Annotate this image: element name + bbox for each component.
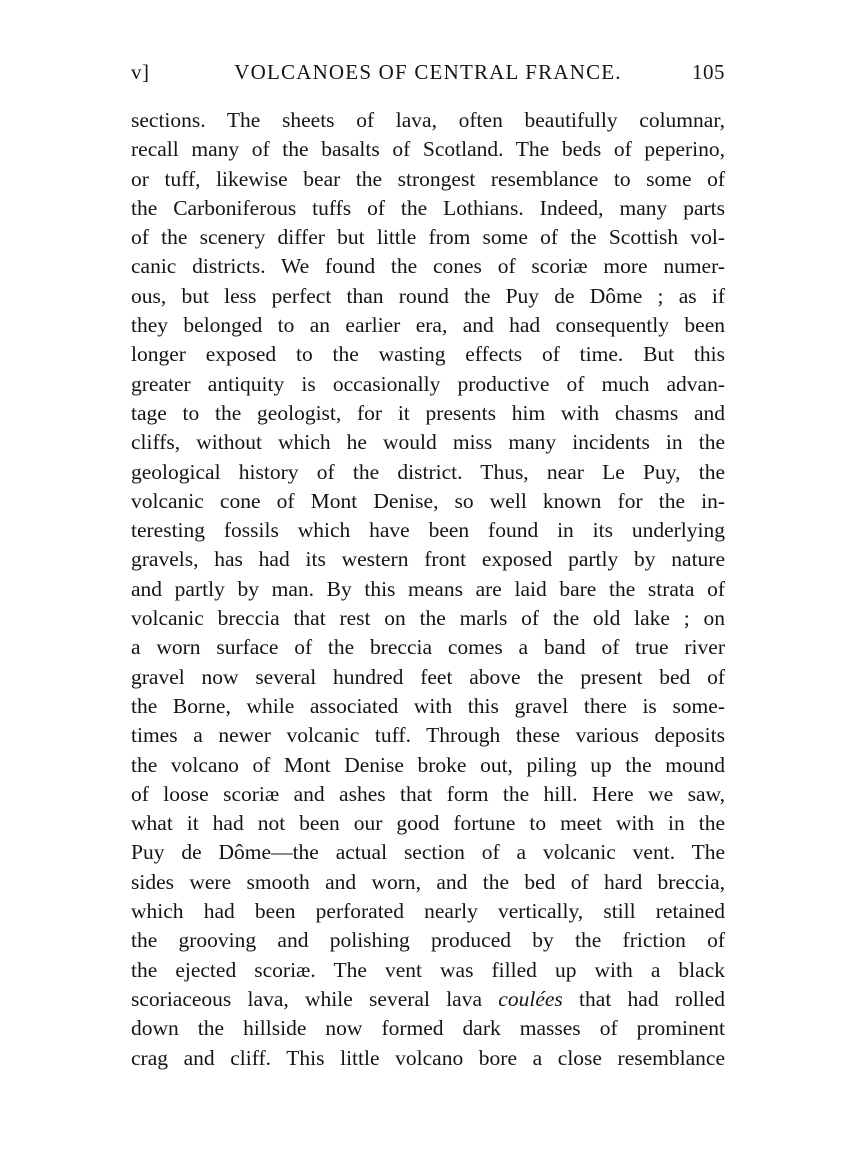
text-line: greater antiquity is occasionally productive of much advan-: [131, 371, 725, 396]
text-line-head: scoriaceous lava, while several lava: [131, 986, 483, 1011]
text-line: sections. The sheets of lava, often beautifully columnar,: [131, 108, 725, 132]
text-line: teresting fossils which have been found in its underlying: [131, 518, 725, 543]
text-line: the volcano of Mont Denise broke out, piling up the mound: [131, 752, 725, 777]
text-line: a worn surface of the breccia comes a band of true river: [131, 635, 725, 660]
text-line: down the hillside now formed dark masses of prominent: [131, 1016, 725, 1041]
text-line: canic districts. We found the cones of scoriæ more numer-: [131, 254, 725, 279]
text-line: crag and cliff. This little volcano bore a close resemblance: [131, 1045, 725, 1070]
text-line-tail: that had rolled: [579, 986, 726, 1011]
text-line: volcanic breccia that rest on the marls of the old lake ; on: [131, 606, 725, 631]
text-line: sides were smooth and worn, and the bed of hard breccia,: [131, 869, 725, 894]
text-line: ous, but less perfect than round the Puy de Dôme ; as if: [131, 283, 725, 308]
italic-term: coulées: [498, 986, 563, 1011]
text-line: longer exposed to the wasting effects of time. But this: [131, 342, 725, 367]
text-line: of loose scoriæ and ashes that form the hill. Here we saw,: [131, 781, 725, 806]
text-line: the grooving and polishing produced by the friction of: [131, 928, 725, 953]
page-number: 105: [692, 60, 725, 84]
text-line: they belonged to an earlier era, and had consequently been: [131, 313, 725, 338]
text-line-with-italic: [131, 985, 725, 1014]
text-line: or tuff, likewise bear the strongest resemblance to some of: [131, 166, 725, 191]
text-line: times a newer volcanic tuff. Through these various deposits: [131, 723, 725, 748]
text-line: tage to the geologist, for it presents him with chasms and: [131, 400, 725, 425]
body-text: [131, 106, 725, 1073]
text-line: what it had not been our good fortune to meet with in the: [131, 811, 725, 836]
text-line: gravel now several hundred feet above the present bed of: [131, 664, 725, 689]
text-line: geological history of the district. Thus, near Le Puy, the: [131, 459, 725, 484]
running-header: [131, 60, 725, 90]
chapter-number: v]: [131, 60, 150, 84]
text-line: the Borne, while associated with this gravel there is some-: [131, 693, 725, 718]
text-line: of the scenery differ but little from some of the Scottish vol-: [131, 225, 725, 250]
text-line: Puy de Dôme—the actual section of a volcanic vent. The: [131, 840, 725, 865]
running-title: VOLCANOES OF CENTRAL FRANCE.: [234, 60, 622, 84]
text-line: recall many of the basalts of Scotland. The beds of peperino,: [131, 137, 725, 162]
text-line: the Carboniferous tuffs of the Lothians. Indeed, many parts: [131, 195, 725, 220]
text-line: which had been perforated nearly vertically, still retained: [131, 899, 725, 924]
text-line: volcanic cone of Mont Denise, so well known for the in-: [131, 488, 725, 513]
text-line: cliffs, without which he would miss many incidents in the: [131, 430, 725, 455]
text-line: the ejected scoriæ. The vent was filled up with a black: [131, 957, 725, 982]
text-line: gravels, has had its western front exposed partly by nature: [131, 547, 725, 572]
text-line: and partly by man. By this means are laid bare the strata of: [131, 576, 725, 601]
